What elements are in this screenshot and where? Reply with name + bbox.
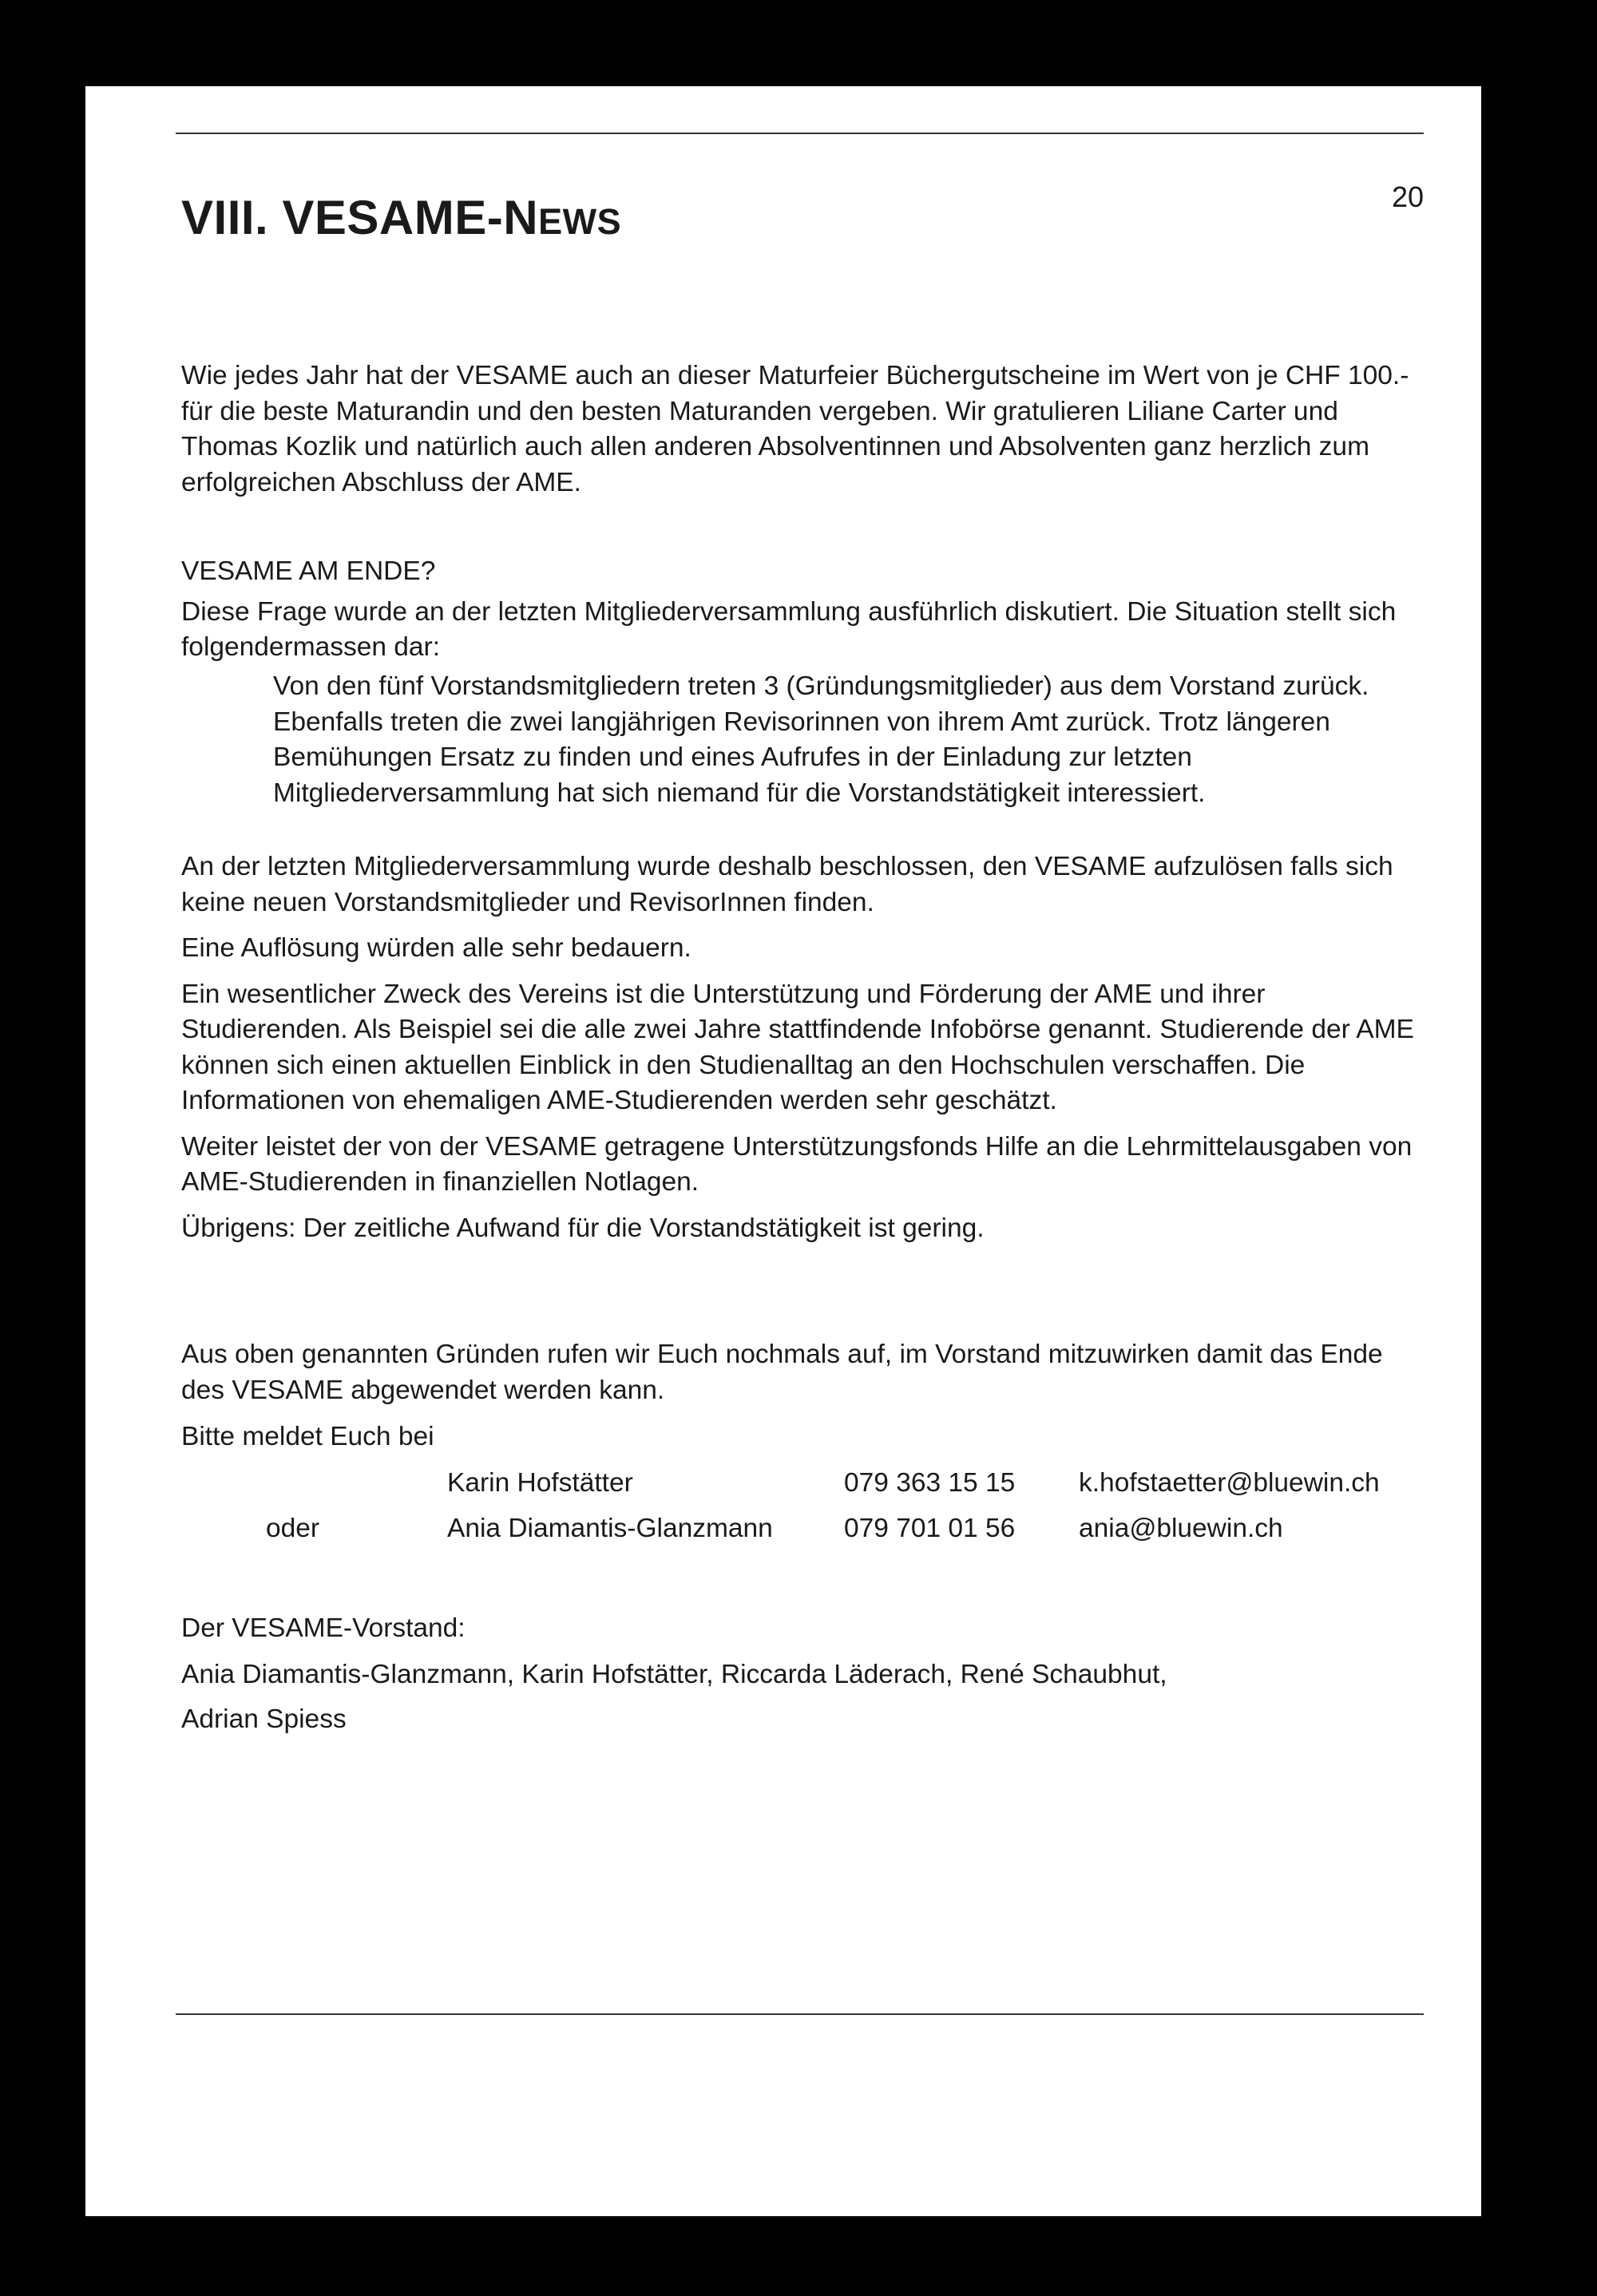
section-heading (181, 190, 621, 245)
appeal-block (181, 1337, 1427, 1455)
heading-initial: N (503, 191, 539, 244)
page-number: 20 (1391, 180, 1424, 213)
board-label: Der VESAME-Vorstand: (181, 1613, 466, 1643)
footer-rule (176, 2013, 1424, 2015)
question-text: Diese Frage wurde an der letzten Mitgliederversammlung ausführlich diskutiert. Die Situation stellt sich folgendermassen dar: (181, 596, 1397, 662)
contact-phone: 079 363 15 15 (844, 1468, 1016, 1498)
question-block (181, 554, 1427, 666)
contact-name: Karin Hofstätter (447, 1468, 633, 1498)
purpose-text: Ein wesentlicher Zweck des Vereins ist die Unterstützung und Förderung der AME und ihrer Studierenden. Als Beispiel sei die alle zwei Jahre stattfindende Infobörse genannt. Studierende der AME können sich einen aktuellen Einblick in den Studienalltag an den Hochschulen verschaffen. Die Informationen von ehemaligen AME-Studierenden werden sehr geschätzt. (181, 979, 1414, 1115)
decision-block (181, 849, 1427, 1246)
contact-prefix: oder (266, 1514, 320, 1543)
appeal-text: Aus oben genannten Gründen rufen wir Euch nochmals auf, im Vorstand mitzuwirken damit das Ende des VESAME abgewendet werden kann. (181, 1340, 1383, 1405)
indented-quote (273, 669, 1423, 811)
section-title: VESAME AM ENDE? (181, 556, 436, 586)
heading-rest: EWS (538, 201, 622, 242)
contact-email[interactable]: k.hofstaetter@bluewin.ch (1079, 1468, 1380, 1498)
board-block (181, 1606, 1427, 1742)
header-rule (176, 133, 1424, 134)
effort-text: Übrigens: Der zeitliche Aufwand für die Vorstandstätigkeit ist gering. (181, 1213, 985, 1243)
indented-text: Von den fünf Vorstandsmitgliedern treten 3 (Gründungsmitglieder) aus dem Vorstand zurück. Ebenfalls treten die zwei langjährigen Revisorinnen von ihrem Amt zurück. Trotz längeren Bemühungen Ersatz zu finden und eines Aufrufes in der Einladung zur letzten Mitgliederversammlung hat sich niemand für die Vorstandstätigkeit interessiert. (273, 671, 1369, 808)
regret-text: Eine Auflösung würden alle sehr bedauern. (181, 933, 692, 963)
contact-phone: 079 701 01 56 (844, 1514, 1016, 1543)
intro-text: Wie jedes Jahr hat der VESAME auch an dieser Maturfeier Büchergutscheine im Wert von je CHF 100.- für die beste Maturandin und den besten Maturanden vergeben. Wir gratulieren Liliane Carter und Thomas Kozlik und natürlich auch allen anderen Absolventinnen und Absolventen ganz herzlich zum erfolgreichen Abschluss der AME. (181, 361, 1409, 497)
fund-text: Weiter leistet der von der VESAME getragene Unterstützungsfonds Hilfe an die Lehrmittelausgaben von AME-Studierenden in finanziellen Notlagen. (181, 1131, 1413, 1197)
board-members-line1: Ania Diamantis-Glanzmann, Karin Hofstätter, Riccarda Läderach, René Schaubhut, (181, 1660, 1167, 1689)
contact-name: Ania Diamantis-Glanzmann (447, 1514, 773, 1543)
intro-paragraph (181, 358, 1427, 501)
board-members-line2: Adrian Spiess (181, 1704, 347, 1734)
contact-intro: Bitte meldet Euch bei (181, 1422, 434, 1451)
contact-email[interactable]: ania@bluewin.ch (1079, 1514, 1283, 1543)
heading-roman: VIII. VESAME- (181, 191, 504, 244)
decision-text: An der letzten Mitgliederversammlung wurde deshalb beschlossen, den VESAME aufzulösen falls sich keine neuen Vorstandsmitglieder und RevisorInnen finden. (181, 852, 1393, 917)
